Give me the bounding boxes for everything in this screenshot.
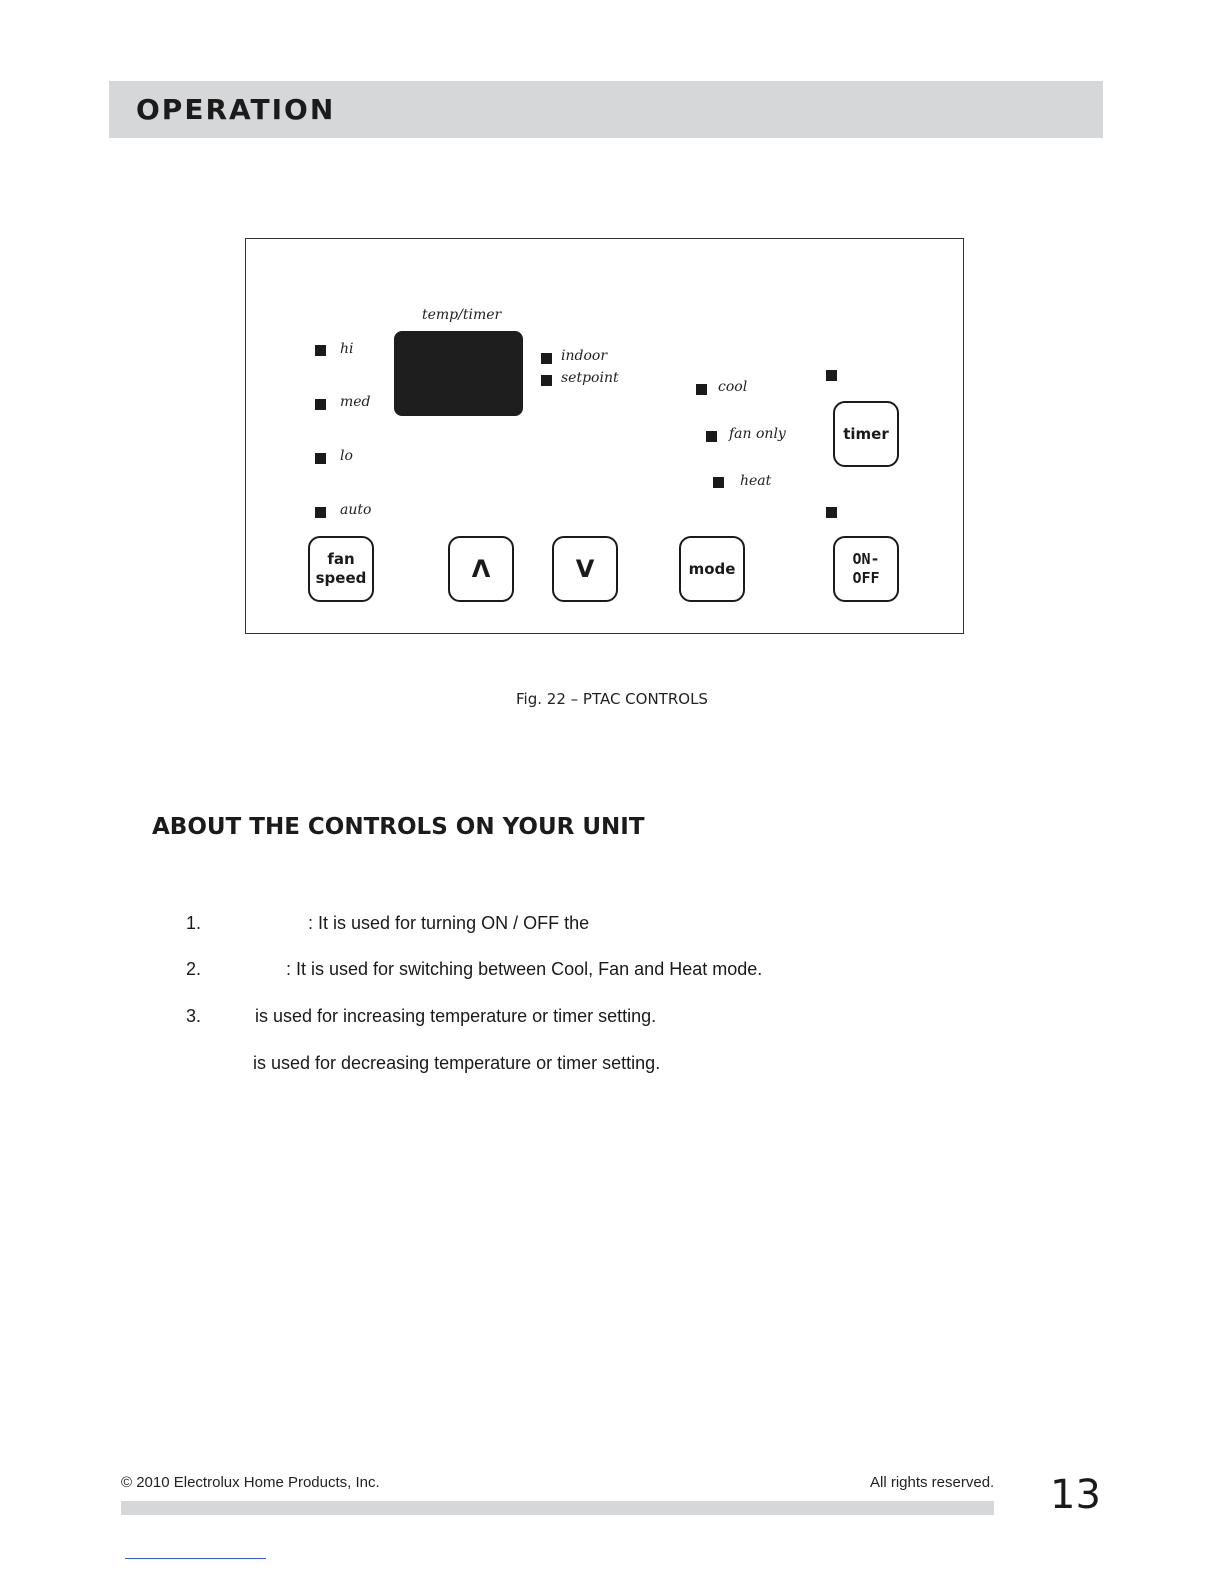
footer-bar — [121, 1501, 994, 1515]
indicator-auto-label: auto — [340, 502, 372, 518]
footer-copyright: © 2010 Electrolux Home Products, Inc. — [121, 1474, 380, 1491]
fan-speed-button[interactable] — [308, 536, 374, 602]
indicator-setpoint-label: setpoint — [561, 370, 619, 386]
indicator-heat-label: heat — [740, 473, 772, 489]
indicator-heat-light — [713, 477, 724, 488]
list-item-number: 2. — [186, 959, 202, 979]
timer-button[interactable] — [833, 401, 899, 467]
page-title: OPERATION — [136, 93, 336, 126]
indicator-lo-label: lo — [340, 448, 353, 464]
list-item-number: 3. — [186, 1006, 202, 1026]
indicator-auto-light — [315, 507, 326, 518]
figure-caption: Fig. 22 – PTAC CONTROLS — [516, 690, 708, 708]
on-off-button-line1: ON- — [852, 550, 880, 568]
temp-down-button[interactable] — [552, 536, 618, 602]
list-item-text: is used for increasing temperature or timer setting. — [255, 1006, 657, 1026]
mode-button[interactable] — [679, 536, 745, 602]
indicator-power-light — [826, 507, 837, 518]
list-item-number: 1. — [186, 913, 202, 933]
down-arrow-icon: V — [575, 555, 595, 583]
indicator-fan-only-light — [706, 431, 717, 442]
indicator-indoor-label: indoor — [561, 348, 608, 364]
indicator-hi-label: hi — [340, 341, 354, 357]
list-item-text: is used for decreasing temperature or timer setting. — [253, 1053, 661, 1073]
footer-link-rule — [125, 1558, 266, 1559]
mode-button-label: mode — [688, 559, 736, 578]
temp-up-button[interactable] — [448, 536, 514, 602]
list-item-text: : It is used for turning ON / OFF the — [308, 913, 590, 933]
section-header-bar — [109, 81, 1103, 138]
indicator-hi-light — [315, 345, 326, 356]
indicator-lo-light — [315, 453, 326, 464]
page-number: 13 — [1050, 1472, 1101, 1518]
ptac-control-panel — [245, 238, 964, 634]
section-title: ABOUT THE CONTROLS ON YOUR UNIT — [152, 814, 645, 840]
timer-button-label: timer — [843, 424, 889, 443]
indicator-med-label: med — [340, 394, 371, 410]
on-off-button-line2: OFF — [852, 569, 880, 587]
indicator-timer-light — [826, 370, 837, 381]
display-label: temp/timer — [422, 307, 502, 323]
temp-timer-display — [394, 331, 523, 416]
up-arrow-icon: Λ — [471, 555, 491, 583]
fan-speed-button-line1: fan — [327, 550, 355, 568]
indicator-cool-light — [696, 384, 707, 395]
list-item-text: : It is used for switching between Cool, Fan and Heat mode. — [286, 959, 763, 979]
footer-rights: All rights reserved. — [870, 1474, 995, 1491]
indicator-med-light — [315, 399, 326, 410]
indicator-setpoint-light — [541, 375, 552, 386]
indicator-cool-label: cool — [718, 379, 748, 395]
fan-speed-button-line2: speed — [315, 569, 367, 587]
indicator-indoor-light — [541, 353, 552, 364]
on-off-button[interactable] — [833, 536, 899, 602]
indicator-fan-only-label: fan only — [729, 426, 786, 442]
